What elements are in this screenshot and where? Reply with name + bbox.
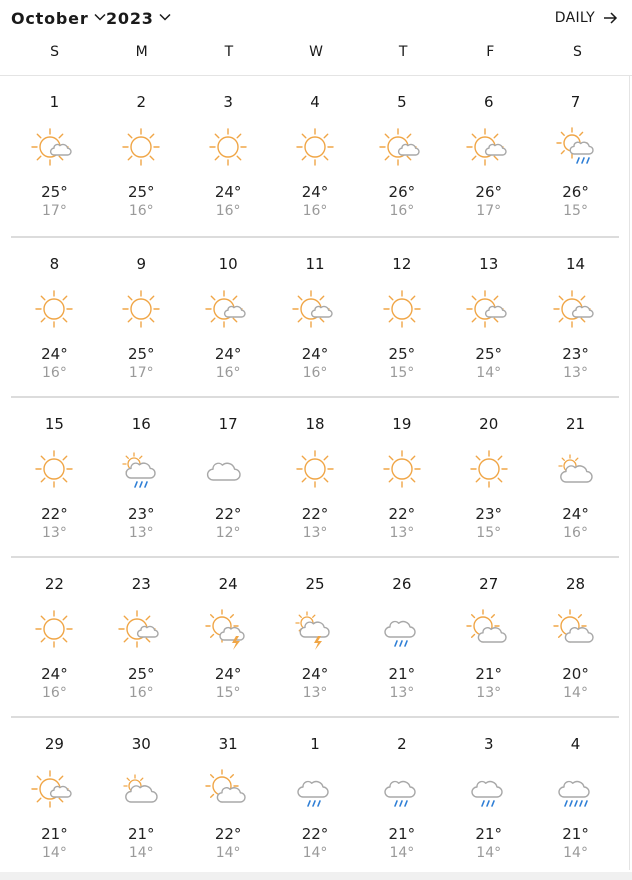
day-cell[interactable] [532, 558, 619, 716]
day-number: 21 [566, 415, 586, 433]
day-number: 16 [131, 415, 151, 433]
day-number: 10 [218, 255, 238, 273]
sun-cloud-icon [465, 288, 513, 332]
sun-icon [30, 288, 78, 332]
day-number: 8 [49, 255, 60, 273]
cloud-sun-icon [117, 768, 165, 812]
low-temperature: 16° [42, 365, 67, 381]
day-cell[interactable] [532, 718, 619, 876]
high-temperature: 24° [41, 345, 68, 363]
day-number: 23 [131, 575, 151, 593]
high-temperature: 21° [475, 825, 502, 843]
high-temperature: 24° [41, 665, 68, 683]
high-temperature: 24° [214, 345, 242, 363]
day-cell[interactable] [98, 238, 185, 396]
sun-icon [378, 288, 426, 332]
sun-icon [465, 448, 513, 492]
low-temperature: 13° [389, 525, 415, 541]
day-number: 1 [49, 93, 60, 111]
day-number: 3 [223, 93, 233, 111]
sun-icon [291, 448, 339, 492]
day-number: 29 [44, 735, 64, 753]
day-cell[interactable] [272, 76, 359, 234]
low-temperature: 13° [389, 685, 415, 701]
day-cell[interactable] [532, 238, 619, 396]
low-temperature: 16° [302, 203, 328, 219]
cloud-sun-icon [552, 448, 600, 492]
low-temperature: 16° [389, 203, 415, 219]
high-temperature: 22° [388, 505, 416, 523]
day-cell[interactable] [445, 558, 532, 716]
low-temperature: 15° [389, 365, 415, 381]
low-temperature: 16° [215, 365, 241, 381]
high-temperature: 22° [301, 825, 329, 843]
weekday-friday: F [486, 44, 495, 60]
low-temperature: 16° [128, 203, 154, 219]
cloud-sun-rain-icon [117, 448, 165, 492]
low-temperature: 14° [215, 845, 241, 861]
low-temperature: 16° [128, 685, 154, 701]
cloud-rain-icon [291, 768, 339, 812]
high-temperature: 24° [301, 345, 329, 363]
sun-icon [30, 608, 78, 652]
day-cell[interactable] [445, 718, 532, 876]
day-number: 6 [483, 93, 494, 111]
day-cell[interactable] [532, 76, 619, 234]
day-cell[interactable] [98, 76, 185, 234]
high-temperature: 25° [475, 345, 502, 363]
low-temperature: 16° [215, 203, 241, 219]
sun-icon [117, 288, 165, 332]
sun-icon [30, 448, 78, 492]
high-temperature: 21° [562, 825, 589, 843]
high-temperature: 25° [41, 183, 68, 201]
year-label: 2023 [106, 8, 154, 28]
sun-cloud-icon [465, 126, 513, 170]
low-temperature: 15° [215, 685, 241, 701]
high-temperature: 22° [41, 505, 68, 523]
cloud-icon [204, 448, 252, 492]
day-number: 19 [392, 415, 412, 433]
low-temperature: 13° [42, 525, 67, 541]
cloud-rain-icon [378, 608, 426, 652]
sun-icon [378, 448, 426, 492]
weekday-thursday: T [398, 44, 408, 60]
high-temperature: 21° [388, 825, 416, 843]
day-number: 13 [479, 255, 499, 273]
week-row [11, 716, 619, 876]
day-number: 26 [392, 575, 412, 593]
day-cell[interactable] [11, 558, 98, 716]
high-temperature: 25° [127, 665, 155, 683]
day-cell[interactable] [11, 718, 98, 876]
sun-big-cloud-icon [465, 608, 513, 652]
low-temperature: 12° [215, 525, 241, 541]
calendar-header [0, 0, 632, 36]
day-number: 27 [479, 575, 499, 593]
low-temperature: 16° [302, 365, 328, 381]
sun-thunder-icon [204, 608, 252, 652]
calendar-grid [11, 76, 619, 876]
high-temperature: 21° [127, 825, 155, 843]
high-temperature: 22° [301, 505, 329, 523]
day-number: 2 [397, 735, 407, 753]
day-cell[interactable] [11, 398, 98, 556]
day-cell[interactable] [11, 76, 98, 234]
day-cell[interactable] [445, 238, 532, 396]
low-temperature: 14° [389, 845, 415, 861]
day-cell[interactable] [185, 398, 272, 556]
day-number: 22 [44, 575, 64, 593]
year-selector[interactable] [106, 6, 171, 30]
low-temperature: 17° [128, 365, 154, 381]
low-temperature: 16° [563, 525, 588, 541]
day-number: 30 [131, 735, 151, 753]
sun-icon [117, 126, 165, 170]
weekday-wednesday: W [309, 44, 323, 60]
low-temperature: 14° [563, 845, 588, 861]
chevron-down-icon [159, 13, 171, 21]
low-temperature: 13° [128, 525, 154, 541]
daily-label: DAILY [554, 10, 595, 26]
day-number: 5 [397, 93, 407, 111]
sun-icon [291, 126, 339, 170]
high-temperature: 26° [562, 183, 589, 201]
week-row [11, 556, 619, 716]
day-cell[interactable] [98, 398, 185, 556]
high-temperature: 24° [301, 665, 329, 683]
low-temperature: 17° [476, 203, 502, 219]
weekday-header-row [0, 44, 632, 68]
day-cell[interactable] [272, 558, 359, 716]
low-temperature: 14° [563, 685, 588, 701]
weekday-tuesday: T [224, 44, 234, 60]
high-temperature: 23° [562, 345, 589, 363]
day-cell[interactable] [272, 398, 359, 556]
day-number: 4 [310, 93, 320, 111]
right-border [629, 75, 630, 870]
high-temperature: 21° [41, 825, 68, 843]
low-temperature: 15° [476, 525, 502, 541]
sun-cloud-icon [552, 288, 600, 332]
high-temperature: 23° [127, 505, 155, 523]
day-cell[interactable] [272, 238, 359, 396]
day-number: 2 [136, 93, 147, 111]
high-temperature: 25° [127, 345, 155, 363]
day-number: 14 [566, 255, 586, 273]
low-temperature: 13° [302, 685, 328, 701]
day-cell[interactable] [272, 718, 359, 876]
week-row [11, 236, 619, 396]
weekday-sunday: S [50, 44, 60, 60]
sun-rain-icon [552, 126, 600, 170]
chevron-down-icon [94, 13, 106, 21]
sun-cloud-icon [117, 608, 165, 652]
sun-cloud-icon [30, 768, 78, 812]
low-temperature: 14° [476, 365, 502, 381]
day-number: 1 [310, 735, 320, 753]
sun-icon [204, 126, 252, 170]
day-number: 28 [566, 575, 586, 593]
high-temperature: 23° [475, 505, 502, 523]
day-number: 25 [305, 575, 325, 593]
day-number: 15 [44, 415, 64, 433]
high-temperature: 21° [475, 665, 502, 683]
high-temperature: 20° [562, 665, 589, 683]
day-cell[interactable] [185, 558, 272, 716]
weekday-saturday: S [572, 44, 582, 60]
cloud-heavy-rain-icon [552, 768, 600, 812]
sun-cloud-icon [378, 126, 426, 170]
high-temperature: 26° [475, 183, 502, 201]
week-row [11, 76, 619, 236]
high-temperature: 24° [301, 183, 329, 201]
cloud-rain-icon [465, 768, 513, 812]
high-temperature: 24° [214, 665, 242, 683]
daily-view-link[interactable] [555, 6, 618, 30]
high-temperature: 21° [388, 665, 416, 683]
low-temperature: 14° [476, 845, 502, 861]
day-cell[interactable] [358, 718, 445, 876]
day-number: 24 [218, 575, 238, 593]
day-number: 31 [218, 735, 238, 753]
day-cell[interactable] [185, 718, 272, 876]
day-cell[interactable] [185, 238, 272, 396]
day-cell[interactable] [98, 558, 185, 716]
day-number: 7 [570, 93, 581, 111]
day-cell[interactable] [185, 76, 272, 234]
day-cell[interactable] [445, 398, 532, 556]
weekday-monday: M [135, 44, 148, 60]
day-cell[interactable] [358, 238, 445, 396]
day-cell[interactable] [532, 398, 619, 556]
high-temperature: 26° [388, 183, 416, 201]
day-cell[interactable] [98, 718, 185, 876]
day-cell[interactable] [11, 238, 98, 396]
low-temperature: 14° [302, 845, 328, 861]
high-temperature: 22° [214, 825, 242, 843]
sun-big-cloud-icon [552, 608, 600, 652]
low-temperature: 13° [302, 525, 328, 541]
low-temperature: 13° [563, 365, 588, 381]
cloud-rain-icon [378, 768, 426, 812]
day-number: 20 [479, 415, 499, 433]
day-cell[interactable] [358, 76, 445, 234]
low-temperature: 17° [42, 203, 67, 219]
high-temperature: 24° [562, 505, 589, 523]
sun-cloud-icon [291, 288, 339, 332]
high-temperature: 22° [214, 505, 242, 523]
footer-bar [0, 872, 632, 880]
day-number: 17 [218, 415, 238, 433]
day-number: 3 [483, 735, 494, 753]
day-cell[interactable] [358, 398, 445, 556]
high-temperature: 24° [214, 183, 242, 201]
month-selector[interactable] [11, 6, 106, 30]
day-number: 11 [305, 255, 325, 273]
week-row [11, 396, 619, 556]
sun-big-cloud-icon [204, 768, 252, 812]
high-temperature: 25° [388, 345, 416, 363]
day-cell[interactable] [445, 76, 532, 234]
sun-cloud-icon [204, 288, 252, 332]
high-temperature: 25° [127, 183, 155, 201]
low-temperature: 15° [563, 203, 588, 219]
low-temperature: 16° [42, 685, 67, 701]
low-temperature: 14° [42, 845, 67, 861]
low-temperature: 13° [476, 685, 502, 701]
day-number: 9 [136, 255, 147, 273]
day-number: 18 [305, 415, 325, 433]
day-cell[interactable] [358, 558, 445, 716]
low-temperature: 14° [128, 845, 154, 861]
month-label: October [11, 8, 89, 28]
day-number: 4 [570, 735, 581, 753]
sun-cloud-icon [30, 126, 78, 170]
cloud-sun-thunder-icon [291, 608, 339, 652]
arrow-right-icon [603, 12, 618, 24]
day-number: 12 [392, 255, 412, 273]
